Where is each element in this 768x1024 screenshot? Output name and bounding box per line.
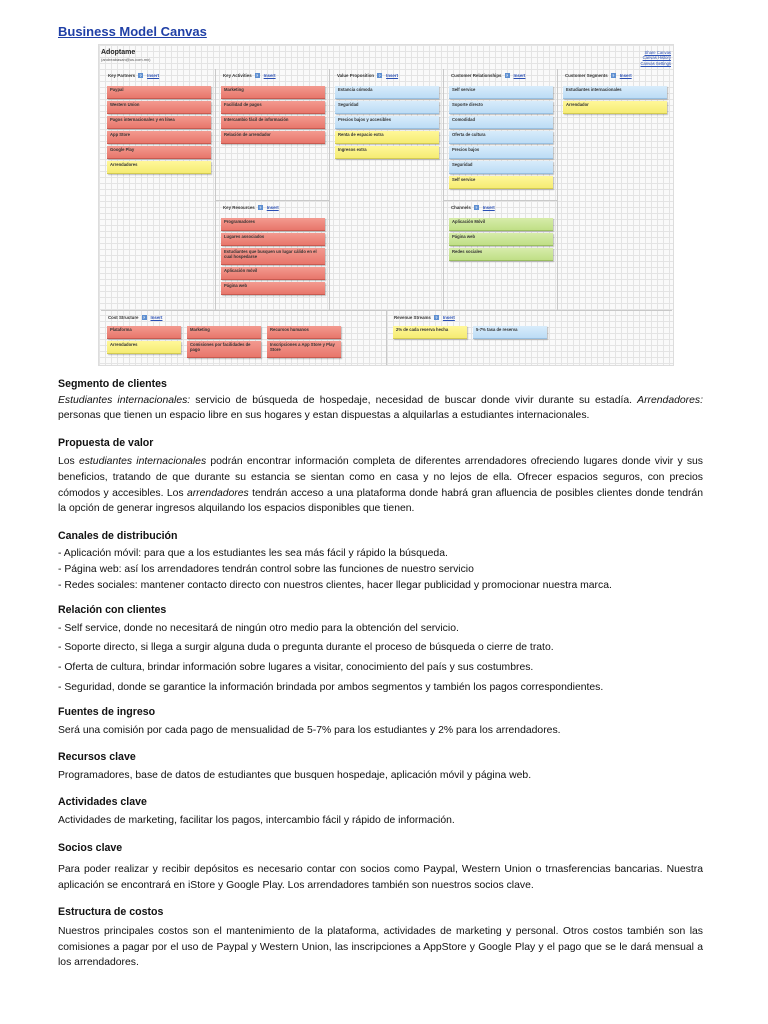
section-header: Customer Segments ? Insert <box>565 73 632 79</box>
sticky-note[interactable]: Precios bajos y accesibles <box>335 116 439 129</box>
canvas-name: Adoptame <box>101 49 136 56</box>
sticky-note[interactable]: Arrendadores <box>107 161 211 174</box>
paragraph <box>58 454 703 516</box>
text: tendrán acceso a una plataforma donde habrá gran afluencia de posibles clientes donde tendrán la opción de generar ingresos alquilando los espacios disponibles que tienen. <box>58 487 703 515</box>
section-costos <box>58 905 703 970</box>
question-icon[interactable]: ? <box>259 205 262 211</box>
term: estudiantes internacionales <box>78 456 207 468</box>
section-heading: Segmento de clientes <box>58 378 167 390</box>
section-customer-segments <box>558 69 672 311</box>
question-icon[interactable]: ? <box>142 315 146 321</box>
paragraph: Actividades de marketing, facilitar los pagos, intercambio fácil y rápido de información. <box>58 815 455 827</box>
sticky-note[interactable]: Página web <box>449 233 553 246</box>
list-item: - Oferta de cultura, brindar información sobre lugares a visitar, conocimiento del país y sus costumbres. <box>58 661 534 673</box>
section-heading: Estructura de costos <box>58 906 164 919</box>
document-title: Business Model Canvas <box>58 24 207 39</box>
section-header: Customer Relationships ? Insert <box>451 73 526 79</box>
sticky-note[interactable]: Aplicación móvil <box>221 267 325 280</box>
list-item: - Redes sociales: mantener contacto directo con nuestros clientes, hacer llegar publicidad y promocionar nuestra marca. <box>58 579 612 591</box>
sticky-note[interactable]: Oferta de cultura <box>449 131 553 144</box>
sticky-note[interactable]: Estudiantes que busquen un lugar cálido en el cual hospedarse <box>221 248 325 265</box>
canvas-email: (andreabasan@us.com.mx) <box>101 57 151 62</box>
section-header: Cost Structure ? Insert <box>108 315 163 321</box>
insert-link[interactable]: Insert <box>266 205 279 210</box>
term: Arrendadores: <box>637 394 703 406</box>
section-heading: Fuentes de ingreso <box>58 706 156 719</box>
section-actividades <box>58 795 703 828</box>
sticky-note[interactable]: 2% de cada reserva hecha <box>393 326 467 339</box>
sticky-note[interactable]: Estudiantes internacionales <box>563 86 667 99</box>
section-header: Channels ? Insert <box>451 205 495 211</box>
paragraph: Nuestros principales costos son el mantenimiento de la plataforma, actividades de marketing y personal. Otros costos también son las comisiones a pagar por el uso de Paypal y Western Union, las inscripciones a AppStore y Google Play y el pago que se le dará mensual a los arrendadores. <box>58 926 703 969</box>
list-item: - Página web: así los arrendadores tendrán control sobre las funciones de nuestro servicio <box>58 563 474 575</box>
sticky-note[interactable]: Paypal <box>107 86 211 99</box>
section-header: Revenue Streams ? Insert <box>394 315 455 321</box>
question-icon[interactable]: ? <box>475 205 478 211</box>
section-cost-structure <box>101 311 387 365</box>
sticky-note[interactable]: Pagos internacionales y en línea <box>107 116 211 129</box>
list-item: - Seguridad, donde se garantice la información brindada por ambos segmentos y también los pagos correspondientes. <box>58 681 604 693</box>
list-item: - Self service, donde no necesitará de ningún otro medio para la obtención del servicio. <box>58 622 459 634</box>
section-channels <box>444 201 558 311</box>
sticky-note[interactable]: Ingresos extra <box>335 146 439 159</box>
section-socios <box>58 841 703 894</box>
canvas-settings-link[interactable]: Canvas Settings <box>640 60 671 66</box>
question-icon[interactable]: ? <box>435 315 438 321</box>
paragraph: Será una comisión por cada pago de mensualidad de 5-7% para los estudiantes y 2% para los arrendadores. <box>58 724 561 736</box>
sticky-note[interactable]: Estancia cómoda <box>335 86 439 99</box>
insert-link[interactable]: Insert <box>482 205 495 210</box>
section-canales <box>58 529 703 593</box>
share-canvas-link[interactable]: Share Canvas <box>644 50 671 55</box>
sticky-note[interactable]: Inscripciones a App Store y Play Store <box>267 341 341 358</box>
sticky-note[interactable]: Plataforma <box>107 326 181 339</box>
section-header: Value Proposition ? Insert <box>337 73 399 79</box>
sticky-note[interactable]: Comodidad <box>449 116 553 129</box>
insert-link[interactable]: Insert <box>386 73 399 78</box>
sticky-note[interactable]: Página web <box>221 282 325 295</box>
section-header: Key Partners ? Insert <box>108 73 160 79</box>
sticky-note[interactable]: Facilidad de pagos <box>221 101 325 114</box>
section-key-activities <box>216 69 330 201</box>
insert-link[interactable]: Insert <box>150 315 163 320</box>
canvas-links <box>641 50 672 66</box>
sticky-note[interactable]: Self service <box>449 176 553 189</box>
term: Estudiantes internacionales: <box>58 394 191 406</box>
sticky-note[interactable]: Programadores <box>221 218 325 231</box>
section-relacion <box>58 603 703 695</box>
sticky-note[interactable]: 5-7% tasa de reserva <box>473 326 547 339</box>
text: servicio de búsqueda de hospedaje, necesidad de buscar donde vivir durante su estadía. <box>190 394 633 406</box>
paragraph: Programadores, base de datos de estudiantes que busquen hospedaje, aplicación móvil y página web. <box>58 769 532 781</box>
section-header: Key Activities ? Insert <box>223 73 276 79</box>
section-key-partners <box>101 69 216 311</box>
sticky-note[interactable]: Comisiones por facilidades de pago <box>187 341 261 358</box>
section-revenue-streams <box>387 311 673 365</box>
canvas-history-link[interactable]: Canvas History <box>642 55 671 61</box>
insert-link[interactable]: Insert <box>263 73 276 78</box>
question-icon[interactable]: ? <box>505 73 509 79</box>
section-heading: Actividades clave <box>58 796 147 809</box>
sticky-note[interactable]: Renta de espacio extra <box>335 131 439 144</box>
list-item: - Aplicación móvil: para que a los estudiantes les sea más fácil y rápido la búsqueda. <box>58 548 448 560</box>
section-heading: Recursos clave <box>58 751 136 764</box>
sticky-note[interactable]: Western Union <box>107 101 211 114</box>
question-icon[interactable]: ? <box>611 73 615 79</box>
sticky-note[interactable]: Marketing <box>187 326 261 339</box>
document-body <box>58 377 703 971</box>
sticky-note[interactable]: Arrendadores <box>107 341 181 354</box>
sticky-note[interactable]: Self service <box>449 86 553 99</box>
section-heading: Propuesta de valor <box>58 436 154 449</box>
text: Los <box>58 456 79 468</box>
section-segmento <box>58 377 703 424</box>
sticky-note[interactable]: Aplicación Móvil <box>449 218 553 231</box>
sticky-note[interactable]: Arrendador <box>563 101 667 114</box>
sticky-note[interactable]: Seguridad <box>335 101 439 114</box>
sticky-note[interactable]: Recursos humanos <box>267 326 341 339</box>
section-fuentes <box>58 705 703 738</box>
section-heading: Canales de distribución <box>58 529 178 542</box>
section-customer-relationships <box>444 69 558 201</box>
section-propuesta <box>58 436 703 517</box>
text: personas que tienen un espacio libre en sus hogares y estan dispuestas a alquilarlas a estudiantes internacionales. <box>58 410 590 422</box>
text: podrán encontrar información completa de diferentes arrendadores ofreciendo lugares donde vivir y sus beneficios, tratando de que durante su estancia se sientan como en casa y no lejos de ella. Ofrecer espacios seguros, con precios cómodos y accesibles. Los <box>58 456 703 499</box>
section-key-resources <box>216 201 330 311</box>
sticky-note[interactable]: Seguridad <box>449 161 553 174</box>
list-item: - Soporte directo, si llega a surgir alguna duda o pregunta durante el proceso de búsqueda o cierre de trato. <box>58 642 554 654</box>
term: arrendadores <box>186 487 249 499</box>
insert-link[interactable]: Insert <box>619 73 632 78</box>
insert-link[interactable]: Insert <box>513 73 526 78</box>
sticky-note[interactable]: Precios bajos <box>449 146 553 159</box>
section-header: Key Resources ? Insert <box>223 205 279 211</box>
sticky-note[interactable]: Marketing <box>221 86 325 99</box>
paragraph: Para poder realizar y recibir depósitos es necesario contar con socios como Paypal, Western Union o trnasferencias bancarias. Nuestra aplicación se encontrará en iStore y Google Play. Los arrendadores también son nuestros socios clave. <box>58 864 703 891</box>
sticky-note[interactable]: Soporte directo <box>449 101 553 114</box>
insert-link[interactable]: Insert <box>147 73 160 78</box>
sticky-note[interactable]: Lugares associados <box>221 233 325 246</box>
sticky-note[interactable]: Intercambio fácil de información <box>221 116 325 129</box>
business-model-canvas-image <box>98 44 674 366</box>
section-value-propositions <box>330 69 444 311</box>
paragraph <box>58 393 703 424</box>
sticky-note[interactable]: Relación de arrendador <box>221 131 325 144</box>
sticky-note[interactable]: App Store <box>107 131 211 144</box>
section-recursos <box>58 750 703 783</box>
section-heading: Socios clave <box>58 841 123 854</box>
question-icon[interactable]: ? <box>139 73 142 79</box>
question-icon[interactable]: ? <box>378 73 381 79</box>
section-heading: Relación con clientes <box>58 604 167 617</box>
insert-link[interactable]: Insert <box>442 315 455 320</box>
sticky-note[interactable]: Google Play <box>107 146 211 159</box>
question-icon[interactable]: ? <box>255 73 259 79</box>
sticky-note[interactable]: Redes sociales <box>449 248 553 261</box>
